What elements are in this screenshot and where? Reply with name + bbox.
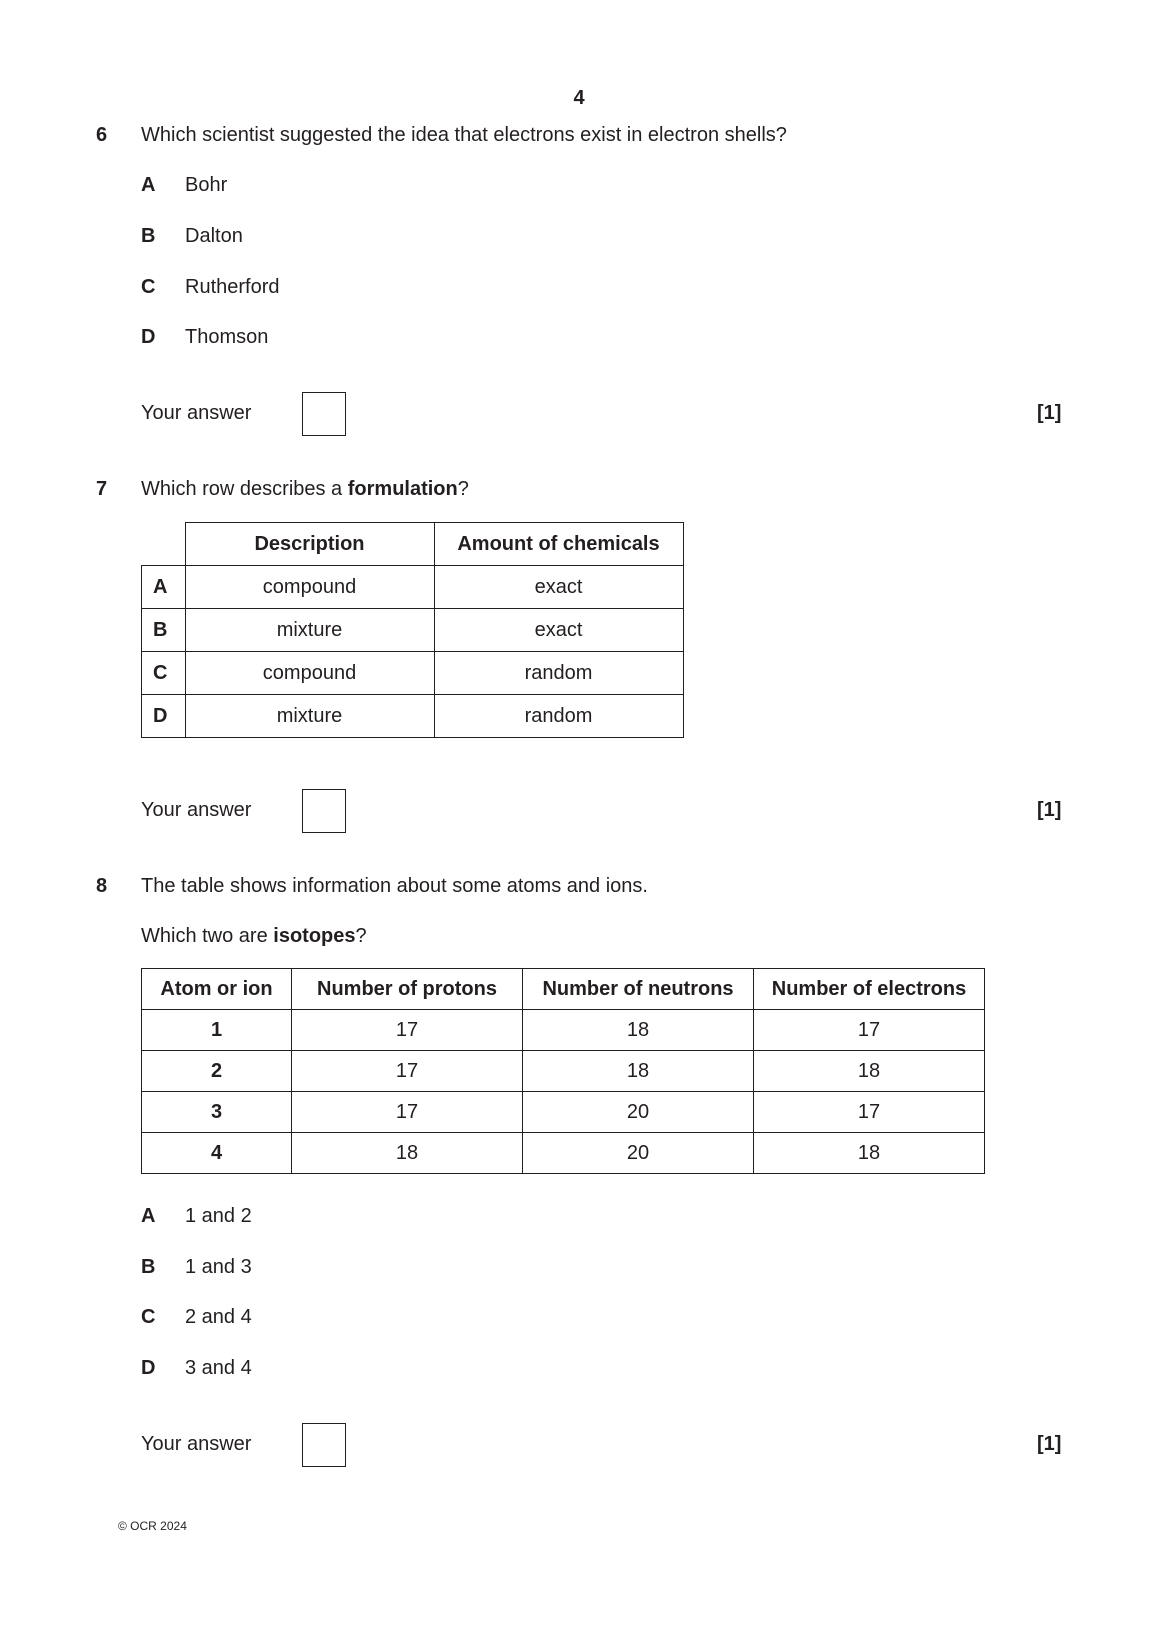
table-cell: 18 xyxy=(754,1051,985,1092)
table-cell: 3 xyxy=(142,1092,292,1133)
question-text xyxy=(141,479,469,499)
option-text-d: Thomson xyxy=(185,326,269,348)
option-text-a: Bohr xyxy=(185,174,228,196)
answer-box[interactable] xyxy=(302,789,346,833)
option-text-c: Rutherford xyxy=(185,276,280,298)
table-cell: random xyxy=(434,695,683,738)
table-cell: 18 xyxy=(523,1010,754,1051)
option-letter-d: D xyxy=(141,326,156,348)
option-text-a: 1 and 2 xyxy=(185,1205,252,1227)
table-cell: exact xyxy=(434,609,683,652)
question-text-part: Which two are xyxy=(141,925,274,947)
table-cell: 17 xyxy=(292,1051,523,1092)
table-cell: exact xyxy=(434,566,683,609)
row-letter: D xyxy=(142,695,186,738)
page-number: 4 xyxy=(573,87,585,109)
row-letter: C xyxy=(142,652,186,695)
option-text-d: 3 and 4 xyxy=(185,1357,252,1379)
table-cell: random xyxy=(434,652,683,695)
marks: [1] xyxy=(1037,402,1062,424)
table-row xyxy=(142,695,684,738)
answer-label: Your answer xyxy=(141,1433,252,1455)
table-row xyxy=(142,1010,985,1051)
table-row xyxy=(142,1133,985,1174)
table-cell: 20 xyxy=(523,1092,754,1133)
question-keyword: formulation xyxy=(347,478,458,500)
option-letter-a: A xyxy=(141,1205,156,1227)
table-cell: mixture xyxy=(185,695,434,738)
question-text-part: Which row describes a xyxy=(141,478,348,500)
row-letter: B xyxy=(142,609,186,652)
atoms-table xyxy=(141,968,985,1174)
option-text-c: 2 and 4 xyxy=(185,1306,252,1328)
question-number: 6 xyxy=(96,124,108,146)
option-letter-c: C xyxy=(141,276,156,298)
table-row xyxy=(142,1092,985,1133)
option-letter-b: B xyxy=(141,225,156,247)
table-header: Atom or ion xyxy=(142,969,292,1010)
marks: [1] xyxy=(1037,799,1062,821)
table-header: Number of neutrons xyxy=(523,969,754,1010)
row-letter: A xyxy=(142,566,186,609)
table-cell: 18 xyxy=(292,1133,523,1174)
table-header-row xyxy=(142,523,684,566)
answer-box[interactable] xyxy=(302,392,346,436)
table-cell: 17 xyxy=(292,1092,523,1133)
table-cell: mixture xyxy=(185,609,434,652)
question-text: Which scientist suggested the idea that electrons exist in electron shells? xyxy=(141,124,787,146)
table-cell: 20 xyxy=(523,1133,754,1174)
option-text-b: 1 and 3 xyxy=(185,1256,252,1278)
question-text: The table shows information about some atoms and ions. xyxy=(141,875,648,897)
option-letter-a: A xyxy=(141,174,156,196)
option-letter-c: C xyxy=(141,1306,156,1328)
table-cell: 17 xyxy=(292,1010,523,1051)
question-text-part: ? xyxy=(457,478,469,500)
question-subtext xyxy=(141,926,367,946)
question-text-part: ? xyxy=(355,925,367,947)
table-header: Description xyxy=(185,523,434,566)
table-cell: 18 xyxy=(523,1051,754,1092)
table-header: Number of electrons xyxy=(754,969,985,1010)
table-cell: compound xyxy=(185,652,434,695)
option-letter-b: B xyxy=(141,1256,156,1278)
table-row xyxy=(142,609,684,652)
table-cell: 1 xyxy=(142,1010,292,1051)
option-letter-d: D xyxy=(141,1357,156,1379)
table-header: Amount of chemicals xyxy=(434,523,683,566)
table-cell: compound xyxy=(185,566,434,609)
table-row xyxy=(142,1051,985,1092)
marks: [1] xyxy=(1037,1433,1062,1455)
question-number: 7 xyxy=(96,478,108,500)
table-cell: 17 xyxy=(754,1092,985,1133)
formulation-table xyxy=(141,522,684,738)
table-cell: 17 xyxy=(754,1010,985,1051)
table-row xyxy=(142,652,684,695)
answer-box[interactable] xyxy=(302,1423,346,1467)
answer-label: Your answer xyxy=(141,799,252,821)
question-number: 8 xyxy=(96,875,108,897)
table-cell: 4 xyxy=(142,1133,292,1174)
table-header-blank xyxy=(142,523,186,566)
table-cell: 18 xyxy=(754,1133,985,1174)
question-keyword: isotopes xyxy=(273,925,356,947)
table-header: Number of protons xyxy=(292,969,523,1010)
table-header-row xyxy=(142,969,985,1010)
copyright-footer: © OCR 2024 xyxy=(118,1519,187,1533)
option-text-b: Dalton xyxy=(185,225,243,247)
table-row xyxy=(142,566,684,609)
table-cell: 2 xyxy=(142,1051,292,1092)
answer-label: Your answer xyxy=(141,402,252,424)
